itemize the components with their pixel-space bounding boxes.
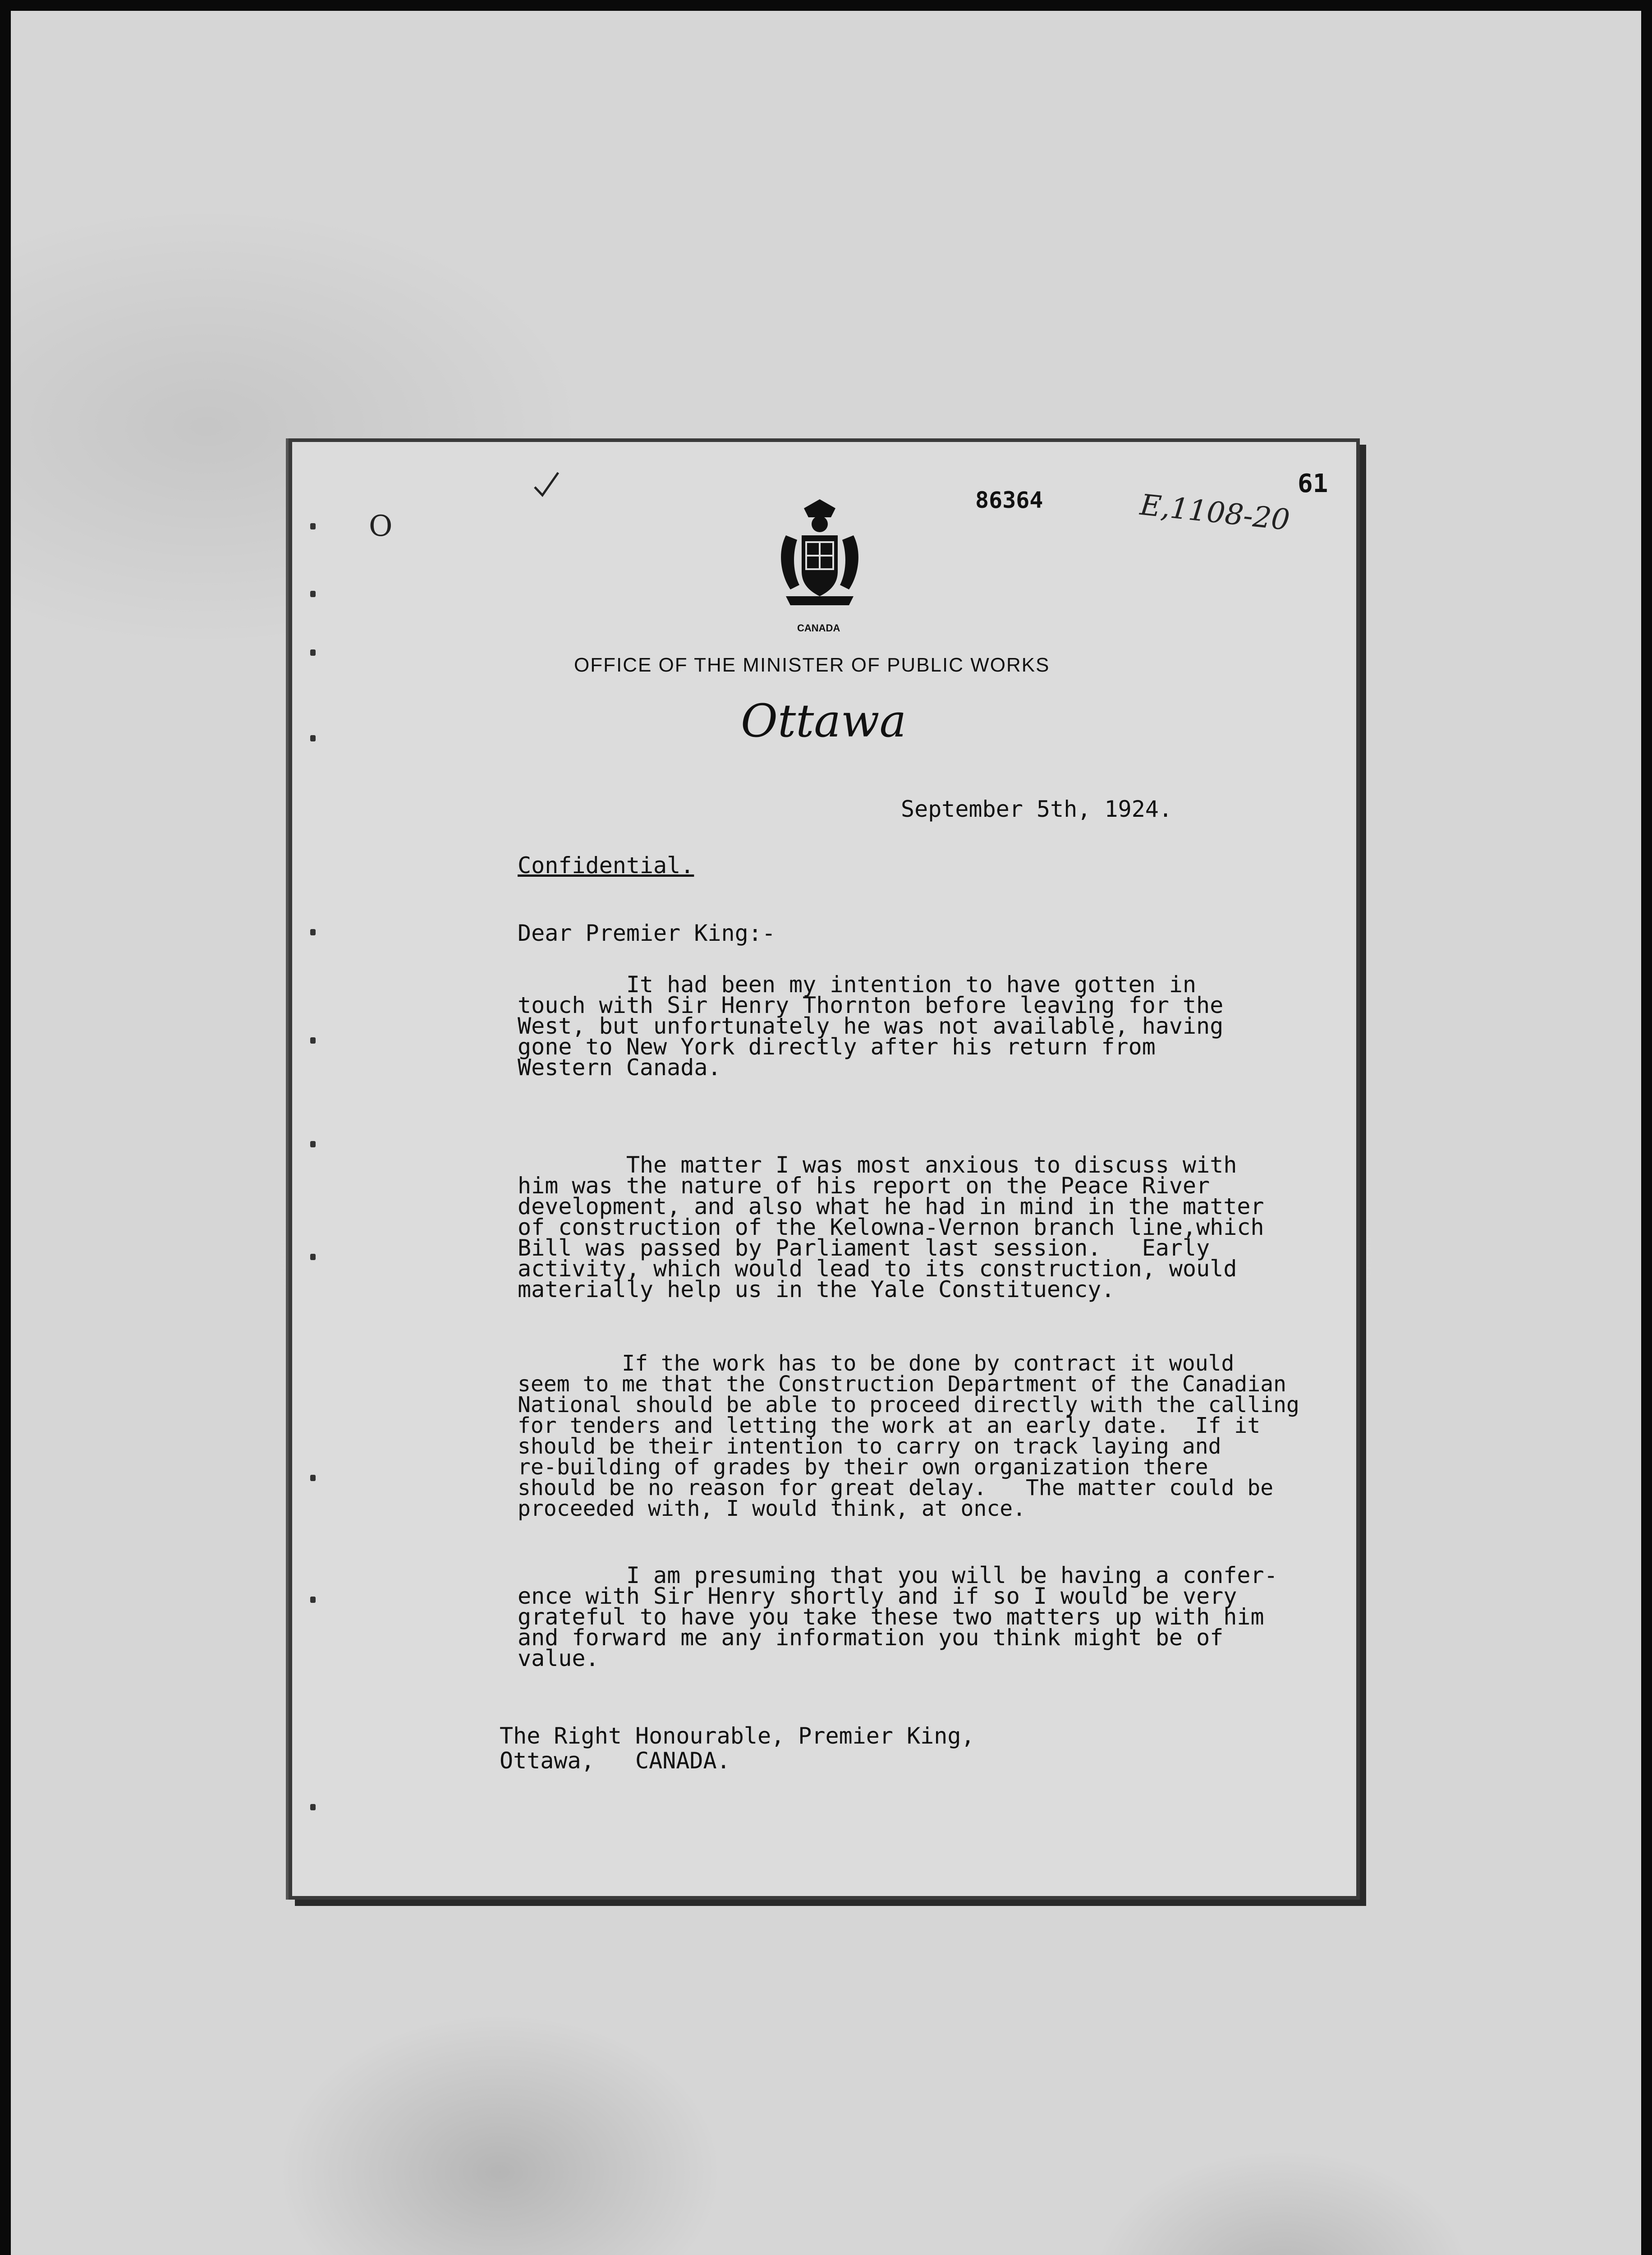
binder-hole <box>310 1475 316 1481</box>
city-heading: Ottawa <box>741 695 907 747</box>
handwritten-reference: E,1108-20 <box>1138 488 1291 538</box>
paragraph-3: If the work has to be done by contract it would seem to me that the Construction Department of the Canadian National should be able to proceed directly with the calling for tenders and letting the work at an early date. If it should be their intention to carry on track laying and re-building of grades by their own organization there should be no reason for great delay. The matter could be proceeded with, I would think, at once. <box>518 1351 1299 1521</box>
coat-of-arms-caption: CANADA <box>797 622 840 634</box>
binder-hole <box>310 1037 316 1044</box>
salutation: Dear Premier King:- <box>518 920 776 946</box>
corner-mark: O <box>369 510 393 543</box>
addressee-line-1: The Right Honourable, Premier King, <box>500 1723 975 1749</box>
confidential-marking: Confidential. <box>518 852 694 879</box>
binder-hole <box>310 929 316 935</box>
document-number: 86364 <box>975 487 1043 513</box>
binder-hole <box>310 649 316 656</box>
binder-hole <box>310 591 316 597</box>
paragraph-2: The matter I was most anxious to discuss with him was the nature of his report on the Peace River development, and also what he had in mind in the matter of construction of the Kelowna-Vernon branch line,which Bill was passed by Parliament last session. Early activity, which would lead to its construction, would materially help us in the Yale Constituency. <box>518 1152 1264 1302</box>
coat-of-arms-icon <box>772 499 867 621</box>
binder-hole <box>310 523 316 529</box>
binder-hole <box>310 735 316 741</box>
office-heading: OFFICE OF THE MINISTER OF PUBLIC WORKS <box>574 654 1050 676</box>
paragraph-4: I am presuming that you will be having a confer- ence with Sir Henry shortly and if so I would be very grateful to have you take these two matters up with him and forward me any information you think might be of value. <box>518 1562 1278 1671</box>
binder-hole <box>310 1254 316 1260</box>
addressee-line-2: Ottawa, CANADA. <box>500 1748 730 1774</box>
letter-sheet <box>289 438 1360 1900</box>
binder-hole <box>310 1141 316 1147</box>
paragraph-1: It had been my intention to have gotten in touch with Sir Henry Thornton before leaving for the West, but unfortunately he was not available, having gone to New York directly after his return from Western Canada. <box>518 971 1224 1081</box>
page-number: 61 <box>1298 469 1328 498</box>
binder-hole <box>310 1597 316 1603</box>
checkmark-icon <box>531 469 563 501</box>
binder-hole <box>310 1804 316 1810</box>
letter-date: September 5th, 1924. <box>901 796 1173 822</box>
